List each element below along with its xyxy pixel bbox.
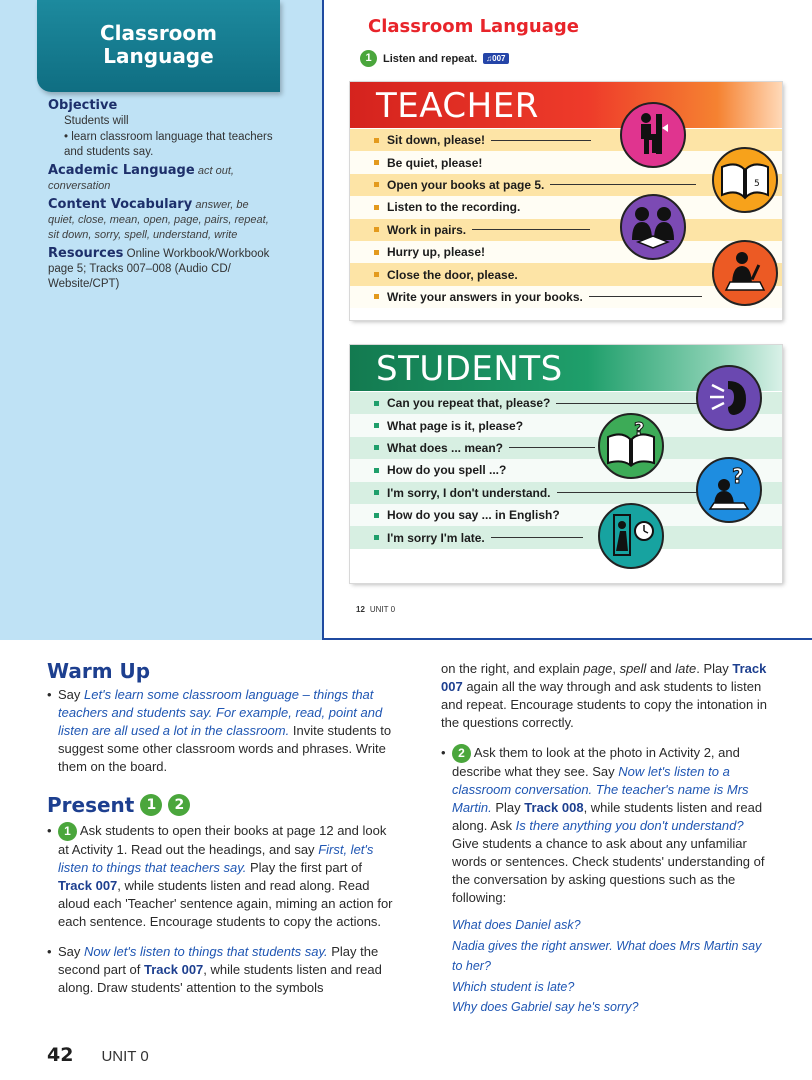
warmup-paragraph <box>47 686 397 776</box>
open-book-icon <box>712 147 778 213</box>
book-question-icon <box>598 413 664 479</box>
p2-text-a: Play the second part of <box>58 944 379 977</box>
bullet: • <box>441 745 446 760</box>
connector-line <box>509 447 595 448</box>
p2-text-b: , while students listen and read along. Draw students' attention to the symbols <box>58 962 382 995</box>
svg-text:?: ? <box>732 464 744 488</box>
r2-track: Track 008 <box>524 800 584 815</box>
connector-line <box>589 296 702 297</box>
bullet <box>374 182 379 187</box>
book-unit-label: UNIT 0 <box>369 605 396 614</box>
teacher-notes <box>0 640 812 1080</box>
r1-word-page: page <box>583 661 613 676</box>
content-vocabulary <box>48 197 278 243</box>
students-box <box>350 345 782 583</box>
warmup-say: Say <box>58 687 81 702</box>
r1-sep-3: . Play <box>696 661 729 676</box>
teacher-line <box>350 219 782 241</box>
teacher-line-text: Write your answers in your books. <box>387 289 583 304</box>
bullet <box>374 294 379 299</box>
right-paragraph-1 <box>441 660 771 732</box>
student-line <box>350 526 782 548</box>
audio-track-number: 007 <box>492 54 506 63</box>
teacher-line-text: Be quiet, please! <box>387 155 483 170</box>
resources-value: Online Workbook/Workbook page 5; Tracks 007–008 (Audio CD/ Website/CPT) <box>48 248 270 290</box>
present-heading-row <box>47 794 397 816</box>
r2-text-a: Ask them to look at the photo in Activity 2, and describe what they see. Say <box>452 745 740 779</box>
teacher-box <box>350 82 782 320</box>
bullet <box>374 535 379 540</box>
warmup-heading: Warm Up <box>47 659 151 683</box>
bullet <box>374 138 379 143</box>
p2-quote: Now let's listen to things that students say. <box>84 944 328 959</box>
right-paragraph-2 <box>441 744 771 907</box>
p1-text-c: , while students listen and read along. Read aloud each 'Teacher' sentence again, miming an action for each sentence. Encourage students to copy the actions. <box>58 878 393 929</box>
objective-heading: Objective <box>48 98 118 113</box>
teacher-line-text: Hurry up, please! <box>387 245 486 260</box>
bullet <box>374 490 379 495</box>
comprehension-questions <box>441 915 771 1018</box>
objective-item-text: learn classroom language that teachers and students say. <box>64 131 273 158</box>
teacher-line-text: Listen to the recording. <box>387 200 521 215</box>
bullet <box>374 160 379 165</box>
connector-line <box>556 403 704 404</box>
student-line-text: What page is it, please? <box>387 418 524 433</box>
teacher-header <box>350 82 782 128</box>
audio-track-badge: ♫007 <box>483 53 508 64</box>
question-student-icon <box>696 457 762 523</box>
present-badge-2: 2 <box>168 794 190 816</box>
warmup-rest: Invite students to suggest some other classroom words and phrases. Write them on the board. <box>58 723 392 774</box>
bullet <box>374 468 379 473</box>
bullet <box>374 401 379 406</box>
warmup-quote: Let's learn some classroom language – things that teachers and students say. For example, read, point and listen are all used a lot in the classroom. <box>58 687 383 738</box>
p1-quote: First, let's listen to things that teachers say. <box>58 842 374 875</box>
present-paragraph-1 <box>47 822 397 931</box>
late-clock-icon <box>598 503 664 569</box>
sit-down-icon <box>620 102 686 168</box>
book-page-footer <box>356 605 395 614</box>
teacher-heading: TEACHER <box>376 86 539 126</box>
student-line-text: How do you say ... in English? <box>387 508 560 523</box>
r2-text-d: Give students a chance to ask about any unfamiliar words or sentences. Check students' understanding of the conversation by asking questions such as the following: <box>452 836 765 905</box>
objective-item: • learn classroom language that teachers and students say. <box>64 131 273 158</box>
p1-track: Track 007 <box>58 878 118 893</box>
p2-say: Say <box>58 944 81 959</box>
r1-text-b: again all the way through and ask students to listen and repeat. Encourage students to copy the intonation in the questions correctly. <box>441 679 767 730</box>
r2-text-c: , while students listen and read along. Ask <box>452 800 763 833</box>
connector-line <box>491 537 583 538</box>
ear-repeat-icon <box>696 365 762 431</box>
r1-track: Track 007 <box>441 661 767 694</box>
r2-quote-2: Is there anything you don't understand? <box>515 818 744 833</box>
present-paragraph-2 <box>47 943 397 997</box>
bullet: • <box>47 823 52 838</box>
question-item: Why does Gabriel say he's sorry? <box>452 1000 639 1014</box>
lesson-title-line2: Language <box>103 44 214 68</box>
p2-track: Track 007 <box>144 962 204 977</box>
activity-number-badge: 1 <box>360 50 377 67</box>
r1-sep-2: and <box>649 661 672 676</box>
teacher-line-text: Open your books at page 5. <box>387 177 545 192</box>
connector-line <box>557 492 705 493</box>
notes-left-column <box>47 659 397 997</box>
step-badge: 1 <box>58 822 77 841</box>
teacher-line-text: Sit down, please! <box>387 133 486 148</box>
notes-right-column <box>441 660 771 1018</box>
student-line-text: What does ... mean? <box>387 440 504 455</box>
bullet <box>374 227 379 232</box>
p1-text-b: Play the first part of <box>250 860 362 875</box>
teacher-line-text: Close the door, please. <box>387 267 518 282</box>
vocab-value: answer, be quiet, close, mean, open, page, pairs, repeat, sit down, sorry, spell, understand, write <box>48 199 269 241</box>
student-book-page <box>322 0 812 640</box>
resources-heading: Resources <box>48 246 124 261</box>
resources <box>48 246 278 292</box>
pairs-icon <box>620 194 686 260</box>
p1-text-a: Ask students to open their books at page 12 and look at Activity 1. Read out the headings, and say <box>58 823 387 857</box>
academic-heading: Academic Language <box>48 163 195 178</box>
bullet <box>374 250 379 255</box>
students-heading: STUDENTS <box>376 349 563 389</box>
question-item: What does Daniel ask? <box>452 918 581 932</box>
unit-label: UNIT 0 <box>101 1048 149 1065</box>
student-line-text: I'm sorry, I don't understand. <box>387 485 551 500</box>
r1-text-a: on the right, and explain <box>441 661 580 676</box>
vocab-heading: Content Vocabulary <box>48 197 193 212</box>
connector-line <box>550 184 696 185</box>
connector-line <box>491 140 591 141</box>
instruction-text: Listen and repeat. <box>383 52 478 65</box>
r1-sep-1: , <box>612 661 616 676</box>
lesson-title-tab <box>37 0 280 92</box>
present-badge-1: 1 <box>140 794 162 816</box>
student-line-text: Can you repeat that, please? <box>387 396 551 411</box>
bullet <box>374 423 379 428</box>
objective-intro: Students will <box>64 115 129 127</box>
teacher-line-text: Work in pairs. <box>387 222 467 237</box>
student-line <box>350 437 782 459</box>
bullet <box>374 445 379 450</box>
question-item: Which student is late? <box>452 979 575 994</box>
lesson-title-line1: Classroom <box>99 21 218 45</box>
r1-word-spell: spell <box>619 661 647 676</box>
page-number: 42 <box>47 1044 74 1066</box>
r2-text-b: Play <box>495 800 521 815</box>
academic-language <box>48 163 278 194</box>
svg-text:?: ? <box>634 419 645 440</box>
book-page-number: 12 <box>356 605 365 614</box>
present-heading: Present <box>47 793 135 817</box>
bullet: • <box>47 687 52 702</box>
activity-instruction <box>360 50 509 67</box>
bullet: • <box>47 944 52 959</box>
r1-word-late: late <box>675 661 697 676</box>
bullet <box>374 272 379 277</box>
bullet <box>374 513 379 518</box>
student-line-text: How do you spell ...? <box>387 463 507 478</box>
bullet <box>374 205 379 210</box>
step-badge: 2 <box>452 744 471 763</box>
book-title: Classroom Language <box>368 16 579 37</box>
r2-quote: Now let's listen to a classroom conversation. The teacher's name is Mrs Martin. <box>452 764 749 815</box>
student-line-text: I'm sorry I'm late. <box>387 530 485 545</box>
write-icon <box>712 240 778 306</box>
academic-value: act out, conversation <box>48 165 234 192</box>
question-item: Nadia gives the right answer. What does Mrs Martin say to her? <box>452 938 762 973</box>
lesson-info <box>48 98 278 293</box>
svg-text:5: 5 <box>754 179 760 189</box>
connector-line <box>472 229 590 230</box>
lesson-info-panel <box>0 0 320 640</box>
page-footer <box>47 1044 149 1066</box>
